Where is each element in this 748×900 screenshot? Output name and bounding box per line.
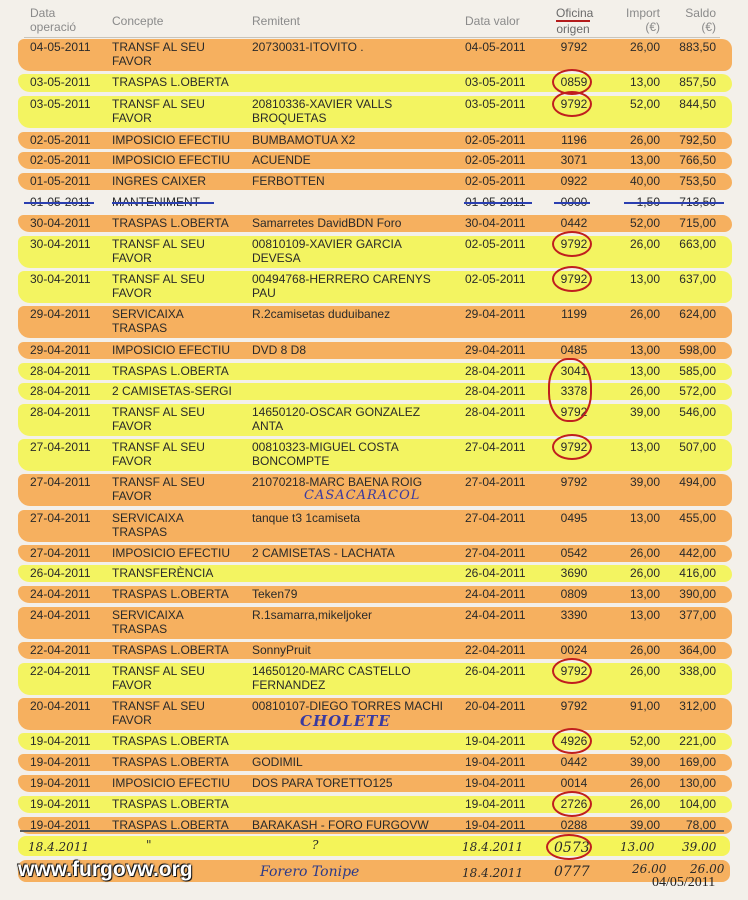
row-date: 01-05-2011 (30, 174, 91, 188)
row-date: 01-05-2011 (30, 195, 91, 209)
row-remitent: FERBOTTEN (252, 174, 325, 188)
transaction-row (24, 94, 724, 130)
row-date: 03-05-2011 (30, 75, 91, 89)
strikethrough-mark (464, 202, 532, 204)
row-date: 19-04-2011 (30, 755, 91, 769)
row-remitent: 00810323-MIGUEL COSTA (252, 440, 399, 454)
row-date: 28-04-2011 (30, 364, 91, 378)
transaction-row (24, 640, 724, 661)
row-concept: TRASPAS L.OBERTA (112, 643, 229, 657)
row-amount: 26,00 (629, 384, 660, 398)
header-concept: Concepte (112, 14, 164, 28)
transaction-row (24, 37, 724, 73)
row-value-date: 24-04-2011 (465, 587, 526, 601)
row-office: 3378 (560, 384, 588, 398)
header-date: Data operació (30, 6, 77, 34)
row-amount: -1,50 (632, 195, 660, 209)
row-balance: 585,00 (679, 364, 716, 378)
row-value-date: 27-04-2011 (465, 546, 526, 560)
row-date: 24-04-2011 (30, 587, 91, 601)
row-office: 9792 (560, 405, 588, 419)
row-concept: TRASPAS L.OBERTA (112, 75, 229, 89)
row-remitent: Samarretes DavidBDN Foro (252, 216, 402, 230)
row-balance: 766,50 (679, 153, 716, 167)
row-concept: TRANSF AL SEU (112, 97, 205, 111)
row-concept: TRANSFERÈNCIA (112, 566, 214, 580)
row-value-date: 19-04-2011 (465, 797, 526, 811)
row-value-date: 27-04-2011 (465, 511, 526, 525)
row-concept: INGRES CAIXER (112, 174, 207, 188)
hw-row1-remitent: ? (312, 838, 319, 852)
row-value-date: 27-04-2011 (465, 440, 526, 454)
row-office: 1199 (561, 307, 587, 321)
row-concept: SERVICAIXA (112, 511, 184, 525)
row-remitent: R.1samarra,mikeljoker (252, 608, 373, 622)
row-amount: 52,00 (629, 734, 660, 748)
row-value-date: 19-04-2011 (465, 734, 526, 748)
row-value-date: 30-04-2011 (465, 216, 526, 230)
row-balance: 857,50 (679, 75, 716, 89)
row-balance: 377,00 (679, 608, 716, 622)
row-balance: 78,00 (685, 818, 716, 832)
transaction-row (24, 130, 724, 151)
row-remitent: 14650120-MARC CASTELLO (252, 664, 411, 678)
row-amount: 39,00 (629, 405, 660, 419)
hw-row1-amount: 13.00 (620, 840, 655, 854)
row-balance: 390,00 (679, 587, 716, 601)
row-amount: 13,00 (629, 343, 660, 357)
row-balance: 442,00 (679, 546, 716, 560)
row-date: 04-05-2011 (30, 40, 91, 54)
row-balance: 169,00 (679, 755, 716, 769)
strikethrough-mark (24, 202, 94, 204)
transaction-row (24, 661, 724, 697)
row-balance: 104,00 (679, 797, 716, 811)
row-date: 22-04-2011 (30, 664, 91, 678)
row-value-date: 02-05-2011 (465, 153, 526, 167)
row-concept-line2: FAVOR (112, 54, 152, 68)
row-balance: 221,00 (679, 734, 716, 748)
row-remitent: 20810336-XAVIER VALLS (252, 97, 393, 111)
transaction-row (24, 731, 724, 752)
row-concept: TRANSF AL SEU (112, 475, 205, 489)
row-amount: 13,00 (629, 440, 660, 454)
row-amount: 13,00 (629, 364, 660, 378)
statement-end-rule (20, 830, 724, 832)
row-office: 9792 (560, 699, 588, 713)
header-balance: Saldo (€) (685, 6, 716, 34)
row-value-date: 26-04-2011 (465, 664, 526, 678)
row-amount: 52,00 (629, 216, 660, 230)
row-office: 0442 (560, 755, 588, 769)
row-office: 3041 (560, 364, 588, 378)
row-concept: TRASPAS L.OBERTA (112, 364, 229, 378)
row-office: 9792 (560, 97, 588, 111)
row-amount: 40,00 (629, 174, 660, 188)
row-office: 0542 (560, 546, 588, 560)
hw-row1-office: 0573 (554, 840, 590, 856)
row-office: 0809 (560, 587, 588, 601)
row-concept: TRASPAS L.OBERTA (112, 755, 229, 769)
row-office: 0000 (560, 195, 588, 209)
row-remitent: ACUENDE (252, 153, 311, 167)
row-remitent: 20730031-ITOVITO . (252, 40, 364, 54)
row-amount: 26,00 (629, 546, 660, 560)
row-remitent: 14650120-OSCAR GONZALEZ (252, 405, 421, 419)
hw-row1-balance: 39.00 (682, 840, 717, 854)
row-date: 29-04-2011 (30, 343, 91, 357)
hw-row1-office-circle (546, 834, 592, 860)
row-date: 30-04-2011 (30, 216, 91, 230)
row-balance: 455,00 (679, 511, 716, 525)
row-remitent: 00494768-HERRERO CARENYS (252, 272, 431, 286)
row-balance: 338,00 (679, 664, 716, 678)
row-amount: 26,00 (629, 307, 660, 321)
transaction-row (24, 234, 724, 270)
row-concept: TRASPAS L.OBERTA (112, 797, 229, 811)
row-office: 0288 (560, 818, 588, 832)
row-concept-line2: FAVOR (112, 678, 152, 692)
hw-row2-office: 0777 (554, 864, 590, 880)
row-concept: IMPOSICIO EFECTIU (112, 133, 231, 147)
row-date: 03-05-2011 (30, 97, 91, 111)
handwritten-note-casacaracol: CASACARACOL (304, 488, 421, 503)
print-date: 04/05/2011 (652, 875, 716, 890)
row-remitent-line2: BROQUETAS (252, 111, 327, 125)
row-date: 27-04-2011 (30, 475, 91, 489)
row-concept-line2: FAVOR (112, 489, 152, 503)
row-amount: 13,00 (629, 153, 660, 167)
row-date: 19-04-2011 (30, 818, 91, 832)
row-balance: 624,00 (679, 307, 716, 321)
row-concept: TRANSF AL SEU (112, 699, 205, 713)
row-concept-line2: TRASPAS (112, 321, 168, 335)
row-remitent: 00810107-DIEGO TORRES MACHI (252, 699, 443, 713)
row-value-date: 29-04-2011 (465, 307, 526, 321)
row-date: 26-04-2011 (30, 566, 91, 580)
row-date: 27-04-2011 (30, 511, 91, 525)
row-amount: 26,00 (629, 237, 660, 251)
row-balance: 753,50 (679, 174, 716, 188)
row-remitent: SonnyPruit (252, 643, 311, 657)
row-office: 0495 (560, 511, 588, 525)
row-concept: TRANSF AL SEU (112, 40, 205, 54)
transaction-row (24, 72, 724, 94)
row-balance: 715,00 (679, 216, 716, 230)
row-date: 27-04-2011 (30, 546, 91, 560)
row-concept-line2: FAVOR (112, 286, 152, 300)
row-remitent-line2: PAU (252, 286, 276, 300)
row-value-date: 03-05-2011 (465, 97, 526, 111)
row-office: 9792 (560, 475, 588, 489)
row-amount: 39,00 (629, 475, 660, 489)
row-remitent: Teken79 (252, 587, 298, 601)
row-value-date: 19-04-2011 (465, 776, 526, 790)
site-watermark: www.furgovw.org (18, 858, 193, 881)
row-concept: IMPOSICIO EFECTIU (112, 153, 231, 167)
row-office: 0859 (560, 75, 588, 89)
office-circle-mark (552, 434, 592, 460)
transaction-row (24, 773, 724, 794)
strikethrough-mark (112, 202, 214, 204)
row-date: 02-05-2011 (30, 153, 91, 167)
row-office: 3690 (560, 566, 588, 580)
transaction-row (24, 794, 724, 815)
row-remitent-line2: DEVESA (252, 251, 301, 265)
row-concept-line2: FAVOR (112, 419, 152, 433)
transaction-row (24, 563, 724, 584)
row-balance: 572,00 (679, 384, 716, 398)
transaction-row (24, 584, 724, 605)
transaction-row (24, 543, 724, 564)
row-remitent: 2 CAMISETAS - LACHATA (252, 546, 395, 560)
row-amount: 39,00 (629, 818, 660, 832)
row-amount: 26,00 (629, 664, 660, 678)
row-value-date: 22-04-2011 (465, 643, 526, 657)
row-balance: 507,00 (679, 440, 716, 454)
transaction-row (24, 171, 724, 192)
row-value-date: 27-04-2011 (465, 475, 526, 489)
row-amount: 13,00 (629, 587, 660, 601)
row-concept-line2: FAVOR (112, 111, 152, 125)
row-date: 30-04-2011 (30, 272, 91, 286)
row-balance: 883,50 (679, 40, 716, 54)
row-balance: 546,00 (679, 405, 716, 419)
row-office: 3071 (560, 153, 588, 167)
row-date: 22-04-2011 (30, 643, 91, 657)
row-balance: 792,50 (679, 133, 716, 147)
row-concept: TRANSF AL SEU (112, 272, 205, 286)
row-office: 0485 (560, 343, 588, 357)
row-value-date: 28-04-2011 (465, 364, 526, 378)
row-amount: 13,00 (629, 608, 660, 622)
handwritten-note-cholete: CHOLETE (300, 712, 391, 730)
row-value-date: 01-05-2011 (465, 195, 526, 209)
row-value-date: 02-05-2011 (465, 174, 526, 188)
row-remitent-line2: ANTA (252, 419, 284, 433)
row-amount: 26,00 (629, 776, 660, 790)
row-balance: 364,00 (679, 643, 716, 657)
row-concept-line2: FAVOR (112, 251, 152, 265)
row-amount: 13,00 (629, 272, 660, 286)
transaction-row (24, 752, 724, 773)
row-remitent: tanque t3 1camiseta (252, 511, 361, 525)
row-concept-line2: TRASPAS (112, 525, 168, 539)
row-remitent: DOS PARA TORETTO125 (252, 776, 393, 790)
row-concept: IMPOSICIO EFECTIU (112, 546, 231, 560)
row-balance: 312,00 (679, 699, 716, 713)
row-concept: IMPOSICIO EFECTIU (112, 776, 231, 790)
office-circle-mark (552, 231, 592, 257)
row-remitent-line2: FERNANDEZ (252, 678, 326, 692)
transaction-row (24, 815, 724, 836)
row-balance: 637,00 (679, 272, 716, 286)
row-value-date: 02-05-2011 (465, 272, 526, 286)
row-concept: MANTENIMENT (112, 195, 200, 209)
row-date: 19-04-2011 (30, 797, 91, 811)
row-concept: SERVICAIXA (112, 307, 184, 321)
transaction-row (24, 304, 724, 340)
row-remitent: BARAKASH - FORO FURGOVW (252, 818, 429, 832)
row-date: 19-04-2011 (30, 734, 91, 748)
row-concept: TRASPAS L.OBERTA (112, 587, 229, 601)
hw-row2-remitent: Forero Tonipe (260, 864, 360, 880)
row-concept: TRANSF AL SEU (112, 440, 205, 454)
row-balance: 713,50 (679, 195, 716, 209)
row-office: 3390 (560, 608, 588, 622)
hw-row1-value-date: 18.4.2011 (462, 840, 524, 854)
row-date: 28-04-2011 (30, 384, 91, 398)
row-amount: 26,00 (629, 40, 660, 54)
row-office: 0922 (560, 174, 588, 188)
row-date: 27-04-2011 (30, 440, 91, 454)
row-amount: 39,00 (629, 755, 660, 769)
row-value-date: 19-04-2011 (465, 755, 526, 769)
row-office: 9792 (560, 272, 588, 286)
row-value-date: 03-05-2011 (465, 75, 526, 89)
row-office: 0024 (560, 643, 588, 657)
transaction-row (24, 192, 724, 213)
row-balance: 663,00 (679, 237, 716, 251)
row-value-date: 02-05-2011 (465, 133, 526, 147)
office-circle-mark (552, 91, 592, 117)
row-value-date: 20-04-2011 (465, 699, 526, 713)
row-office: 0014 (560, 776, 588, 790)
row-office: 9792 (560, 237, 588, 251)
hw-row2-amount: 26.00 (632, 862, 667, 876)
row-balance: 598,00 (679, 343, 716, 357)
row-date: 19-04-2011 (30, 776, 91, 790)
row-amount: 26,00 (629, 643, 660, 657)
transaction-row (24, 508, 724, 544)
header-remitent: Remitent (252, 14, 301, 28)
hw-row2-value-date: 18.4.2011 (462, 866, 524, 880)
header-amount: Import (€) (625, 6, 660, 34)
row-remitent: BUMBAMOTUA X2 (252, 133, 356, 147)
row-concept: TRANSF AL SEU (112, 237, 205, 251)
row-balance: 416,00 (679, 566, 716, 580)
row-concept: TRANSF AL SEU (112, 405, 205, 419)
row-date: 28-04-2011 (30, 405, 91, 419)
transaction-row (24, 340, 724, 361)
row-office: 4926 (560, 734, 588, 748)
row-office: 1196 (561, 133, 587, 147)
header-value-date: Data valor (465, 14, 520, 28)
row-concept-line2: FAVOR (112, 713, 152, 727)
row-office: 9792 (560, 40, 588, 54)
row-value-date: 29-04-2011 (465, 343, 526, 357)
transaction-row (24, 437, 724, 473)
office-circle-mark (552, 658, 592, 684)
row-remitent: R.2camisetas duduibanez (252, 307, 391, 321)
transaction-row (24, 213, 724, 234)
row-value-date: 26-04-2011 (465, 566, 526, 580)
transaction-row (24, 150, 724, 171)
transaction-row (24, 381, 724, 402)
row-amount: 13,00 (629, 511, 660, 525)
row-concept: SERVICAIXA (112, 608, 184, 622)
row-balance: 130,00 (679, 776, 716, 790)
hw-row2-balance: 26.00 (690, 862, 725, 876)
row-amount: 91,00 (629, 699, 660, 713)
row-balance: 844,50 (679, 97, 716, 111)
row-value-date: 19-04-2011 (465, 818, 526, 832)
row-amount: 26,00 (629, 566, 660, 580)
row-concept: 2 CAMISETAS-SERGI (112, 384, 232, 398)
row-concept: TRASPAS L.OBERTA (112, 818, 229, 832)
transaction-row (24, 361, 724, 382)
row-office: 9792 (560, 440, 588, 454)
row-office: 0442 (560, 216, 588, 230)
row-date: 30-04-2011 (30, 237, 91, 251)
office-group-circle-mark (548, 358, 592, 422)
row-concept: TRANSF AL SEU (112, 664, 205, 678)
strikethrough-mark (624, 202, 724, 204)
row-amount: 26,00 (629, 133, 660, 147)
transaction-row (24, 605, 724, 641)
row-value-date: 24-04-2011 (465, 608, 526, 622)
row-concept: TRASPAS L.OBERTA (112, 216, 229, 230)
row-amount: 26,00 (629, 797, 660, 811)
row-remitent: GODIMIL (252, 755, 303, 769)
hw-row1-date: 18.4.2011 (28, 840, 90, 854)
row-concept-line2: FAVOR (112, 454, 152, 468)
office-circle-mark (552, 728, 592, 754)
row-office: 9792 (560, 664, 588, 678)
row-remitent-line2: BONCOMPTE (252, 454, 330, 468)
row-date: 02-05-2011 (30, 133, 91, 147)
row-remitent: 00810109-XAVIER GARCIA (252, 237, 402, 251)
transaction-row (24, 402, 724, 438)
row-value-date: 04-05-2011 (465, 40, 526, 54)
row-office: 2726 (560, 797, 588, 811)
row-balance: 494,00 (679, 475, 716, 489)
office-circle-mark (552, 266, 592, 292)
hw-row1-concept: " (146, 838, 152, 852)
row-date: 29-04-2011 (30, 307, 91, 321)
row-date: 24-04-2011 (30, 608, 91, 622)
row-value-date: 28-04-2011 (465, 405, 526, 419)
row-amount: 13,00 (629, 75, 660, 89)
header-office: Oficina origen (556, 6, 594, 36)
transaction-row (24, 269, 724, 305)
office-circle-mark (552, 791, 592, 817)
row-remitent: 21070218-MARC BAENA ROIG (252, 475, 423, 489)
row-value-date: 28-04-2011 (465, 384, 526, 398)
row-concept: TRASPAS L.OBERTA (112, 734, 229, 748)
row-concept-line2: TRASPAS (112, 622, 168, 636)
row-remitent: DVD 8 D8 (252, 343, 307, 357)
row-value-date: 02-05-2011 (465, 237, 526, 251)
row-amount: 52,00 (629, 97, 660, 111)
row-concept: IMPOSICIO EFECTIU (112, 343, 231, 357)
strikethrough-mark (554, 202, 590, 204)
row-date: 20-04-2011 (30, 699, 91, 713)
